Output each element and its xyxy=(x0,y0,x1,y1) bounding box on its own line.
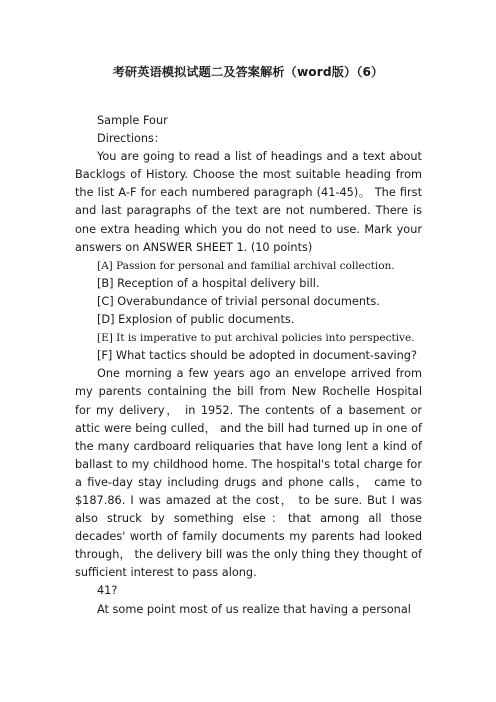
heading-option-c: [C] Overabundance of trivial personal documents. xyxy=(97,294,380,308)
opening-paragraph: One morning a few years ago an envelope arrived from my parents containing the bill from New Rochelle Hospital for my delivery， in 1952. The contents of a basement or attic were being culled， and the bill had turned up in one of the many cardboard reliquaries that have long lent a kind of ballast to my childhood home. The hospital's total charge for a five-day stay including drugs and phone calls， came to $187.86. I was amazed at the cost， to be sure. But I was also struck by something else：that among all those decades' worth of family documents my parents had looked through， the delivery bill was the only thing they thought of sufficient interest to pass along. xyxy=(75,367,422,580)
heading-option-f: [F] What tactics should be adopted in document-saving? xyxy=(97,349,417,363)
heading-option-b: [B] Reception of a hospital delivery bill. xyxy=(97,276,320,290)
question-number: 41? xyxy=(97,584,118,598)
document-body xyxy=(75,112,422,619)
paragraph-41-start: At some point most of us realize that having a personal xyxy=(97,602,411,616)
directions-label: Directions： xyxy=(97,132,166,146)
document-title: 考研英语模拟试题二及答案解析（word版）（6） xyxy=(112,65,384,79)
heading-option-a: [A] Passion for personal and familial archival collection. xyxy=(97,259,395,272)
directions-paragraph: You are going to read a list of headings and a text about Backlogs of History. Choose the most suitable heading from the list A-F for each numbered paragraph (41-45)。 The first and last paragraphs of the text are not numbered. There is one extra heading which you do not need to use. Mark your answers on ANSWER SHEET 1. (10 points) xyxy=(75,150,422,254)
heading-option-d: [D] Explosion of public documents. xyxy=(97,313,295,327)
heading-option-e: [E] It is imperative to put archival policies into perspective. xyxy=(97,332,415,345)
sample-label: Sample Four xyxy=(97,114,168,127)
